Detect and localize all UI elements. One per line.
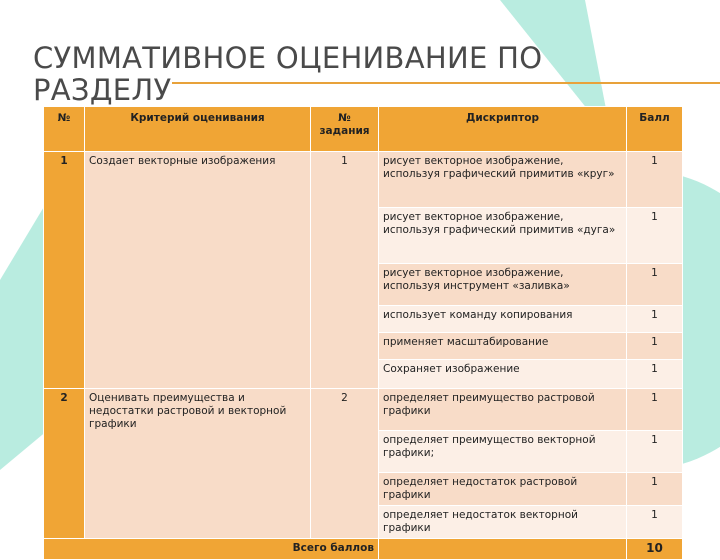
header-descriptor: Дискриптор bbox=[379, 107, 627, 152]
score-cell: 1 bbox=[627, 506, 683, 539]
header-score: Балл bbox=[627, 107, 683, 152]
score-cell: 1 bbox=[627, 333, 683, 360]
group-2-num: 2 bbox=[44, 389, 85, 539]
group-2-task: 2 bbox=[311, 389, 379, 539]
header-num: № bbox=[44, 107, 85, 152]
descriptor-cell: определяет недостаток векторной графики bbox=[379, 506, 627, 539]
table-row bbox=[44, 152, 683, 208]
total-row bbox=[44, 539, 683, 560]
descriptor-cell: рисует векторное изображение, используя графический примитив «круг» bbox=[379, 152, 627, 208]
total-label: Всего баллов bbox=[44, 539, 379, 560]
score-cell: 1 bbox=[627, 473, 683, 506]
group-1-task: 1 bbox=[311, 152, 379, 389]
title-line-2: РАЗДЕЛУ bbox=[33, 73, 172, 107]
descriptor-cell: использует команду копирования bbox=[379, 306, 627, 333]
score-cell: 1 bbox=[627, 264, 683, 306]
header-criterion: Критерий оценивания bbox=[85, 107, 311, 152]
score-cell: 1 bbox=[627, 208, 683, 264]
score-cell: 1 bbox=[627, 306, 683, 333]
total-spacer bbox=[379, 539, 627, 560]
descriptor-cell: применяет масштабирование bbox=[379, 333, 627, 360]
score-cell: 1 bbox=[627, 360, 683, 389]
page-title bbox=[33, 42, 633, 106]
header-task: № задания bbox=[311, 107, 379, 152]
descriptor-cell: рисует векторное изображение, используя графический примитив «дуга» bbox=[379, 208, 627, 264]
descriptor-cell: рисует векторное изображение, используя инструмент «заливка» bbox=[379, 264, 627, 306]
descriptor-cell: определяет преимущество векторной графики; bbox=[379, 431, 627, 473]
title-underline bbox=[172, 82, 720, 84]
table-row bbox=[44, 389, 683, 431]
score-cell: 1 bbox=[627, 389, 683, 431]
assessment-table bbox=[43, 106, 683, 560]
score-cell: 1 bbox=[627, 152, 683, 208]
group-1-num: 1 bbox=[44, 152, 85, 389]
table-header-row bbox=[44, 107, 683, 152]
group-2-criterion: Оценивать преимущества и недостатки растровой и векторной графики bbox=[85, 389, 311, 539]
descriptor-cell: определяет преимущество растровой графики bbox=[379, 389, 627, 431]
total-score: 10 bbox=[627, 539, 683, 560]
title-line-1: СУММАТИВНОЕ ОЦЕНИВАНИЕ ПО bbox=[33, 41, 543, 75]
descriptor-cell: Сохраняет изображение bbox=[379, 360, 627, 389]
descriptor-cell: определяет недостаток растровой графики bbox=[379, 473, 627, 506]
score-cell: 1 bbox=[627, 431, 683, 473]
group-1-criterion: Создает векторные изображения bbox=[85, 152, 311, 389]
